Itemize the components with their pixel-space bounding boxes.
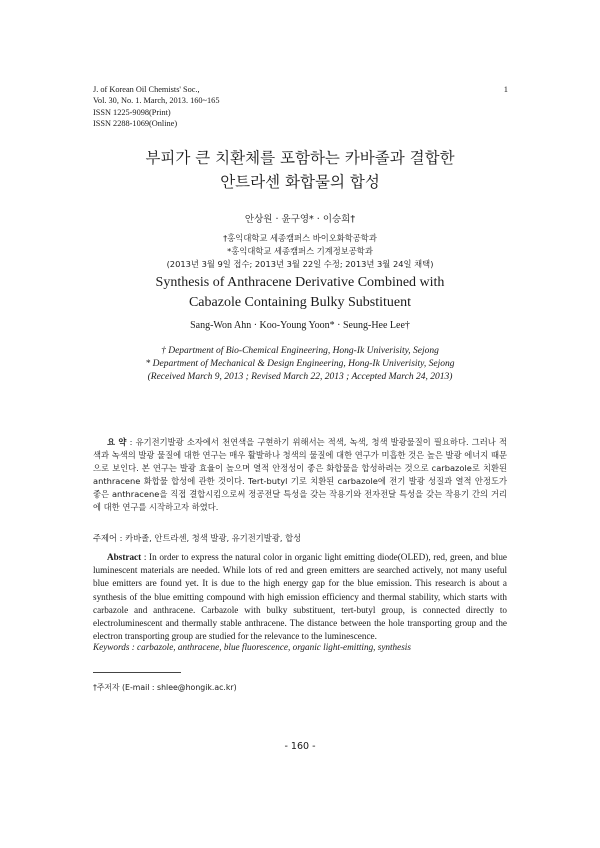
title-korean (0, 146, 600, 194)
affiliation-ko-2: *홍익대학교 세종캠퍼스 기계정보공학과 (227, 246, 373, 256)
abstract-korean-text: : 유기전기발광 소자에서 천연색을 구현하기 위해서는 적색, 녹색, 청색 발광물질이 필요하다. 그러나 적색과 녹색의 발광 물질에 대한 연구는 매우 활발하나 청색의 물질에 대한 연구가 미흡한 것은 높은 발광 에너지 때문으로 보인다. 본 연구는 발광 효율이 높으며 열적 안정성이 좋은 화합물을 합성하려는 것으로 carbazole로 치환된 anthracene 화합물 합성에 관한 것이다. Tert-butyl 기로 치환된 carbazole에 전기 발광 성질과 열적 안정도가 좋은 anthracene을 직접 결합시킴으로써 정공전달 특성을 갖는 작용기와 전자전달 특성을 갖는 작용기 간의 거리에 대한 연구를 시작하고자 하였다. (93, 437, 507, 512)
authors-english: Sang-Won Ahn · Koo-Young Yoon* · Seung-Hee Lee† (190, 320, 410, 331)
affiliation-en-1: † Department of Bio-Chemical Engineering, Hong-Ik Univerisity, Sejong (161, 346, 439, 356)
keywords-english: Keywords : carbazole, anthracene, blue fluorescence, organic light-emitting, synthesis (93, 642, 411, 652)
abstract-english-label: Abstract (107, 552, 142, 562)
affiliation-ko-1: †홍익대학교 세종캠퍼스 바이오화학공학과 (223, 233, 377, 243)
affiliations-english (0, 345, 600, 384)
abstract-korean-label: 요 약 (107, 437, 127, 447)
page-number: - 160 - (284, 741, 316, 752)
abstract-korean (93, 436, 507, 514)
title-korean-line1: 부피가 큰 치환체를 포함하는 카바졸과 결합한 (145, 149, 455, 167)
issn-print: ISSN 1225-9098(Print) (93, 107, 171, 117)
journal-header (93, 84, 219, 129)
page-marker: 1 (503, 84, 508, 94)
dates-ko: (2013년 3월 9일 접수; 2013년 3월 22일 수정; 2013년 3월 24일 채택) (166, 259, 434, 269)
journal-volume: Vol. 30, No. 1. March, 2013. 160~165 (93, 96, 220, 106)
title-english (0, 273, 600, 313)
affiliation-en-2: * Department of Mechanical & Design Engineering, Hong-Ik Univerisity, Sejong (145, 359, 455, 369)
title-english-line1: Synthesis of Anthracene Derivative Combined with (155, 275, 445, 290)
abstract-english-text: : In order to express the natural color in organic light emitting diode(OLED), red, green, and blue luminescent materials are needed. While lots of red and green emitters are searched actively, not many useful blue emitters are found yet. It is due to the high energy gap for the blue emission. This research is about a synthesis of the blue emitting compound with high emission efficiency and thermal stability, which starts with carbazole and anthracene. Carbazole with bulky substituent, tert-butyl group, is connected directly to electroluminescent and thermally stable anthracene. The distance between the hole transporting group and the electron transporting group are studied for the relevance to the luminescence. (93, 552, 508, 642)
authors-korean: 안상원 · 윤구영* · 이승희† (244, 214, 356, 225)
issn-online: ISSN 2288-1069(Online) (93, 118, 178, 128)
footnote-corresponding-author: †주저자 (E-mail : shlee@hongik.ac.kr) (93, 683, 237, 692)
journal-name: J. of Korean Oil Chemists' Soc., (93, 85, 200, 94)
title-korean-line2: 안트라센 화합물의 합성 (220, 173, 380, 191)
affiliations-korean (0, 232, 600, 271)
keywords-korean: 주제어 : 카바졸, 안트라센, 청색 발광, 유기전기발광, 합성 (93, 533, 302, 543)
footnote-divider (93, 672, 181, 673)
dates-en: (Received March 9, 2013 ; Revised March 22, 2013 ; Accepted March 24, 2013) (147, 372, 453, 382)
title-english-line2: Cabazole Containing Bulky Substituent (188, 295, 412, 310)
abstract-english (93, 551, 507, 643)
